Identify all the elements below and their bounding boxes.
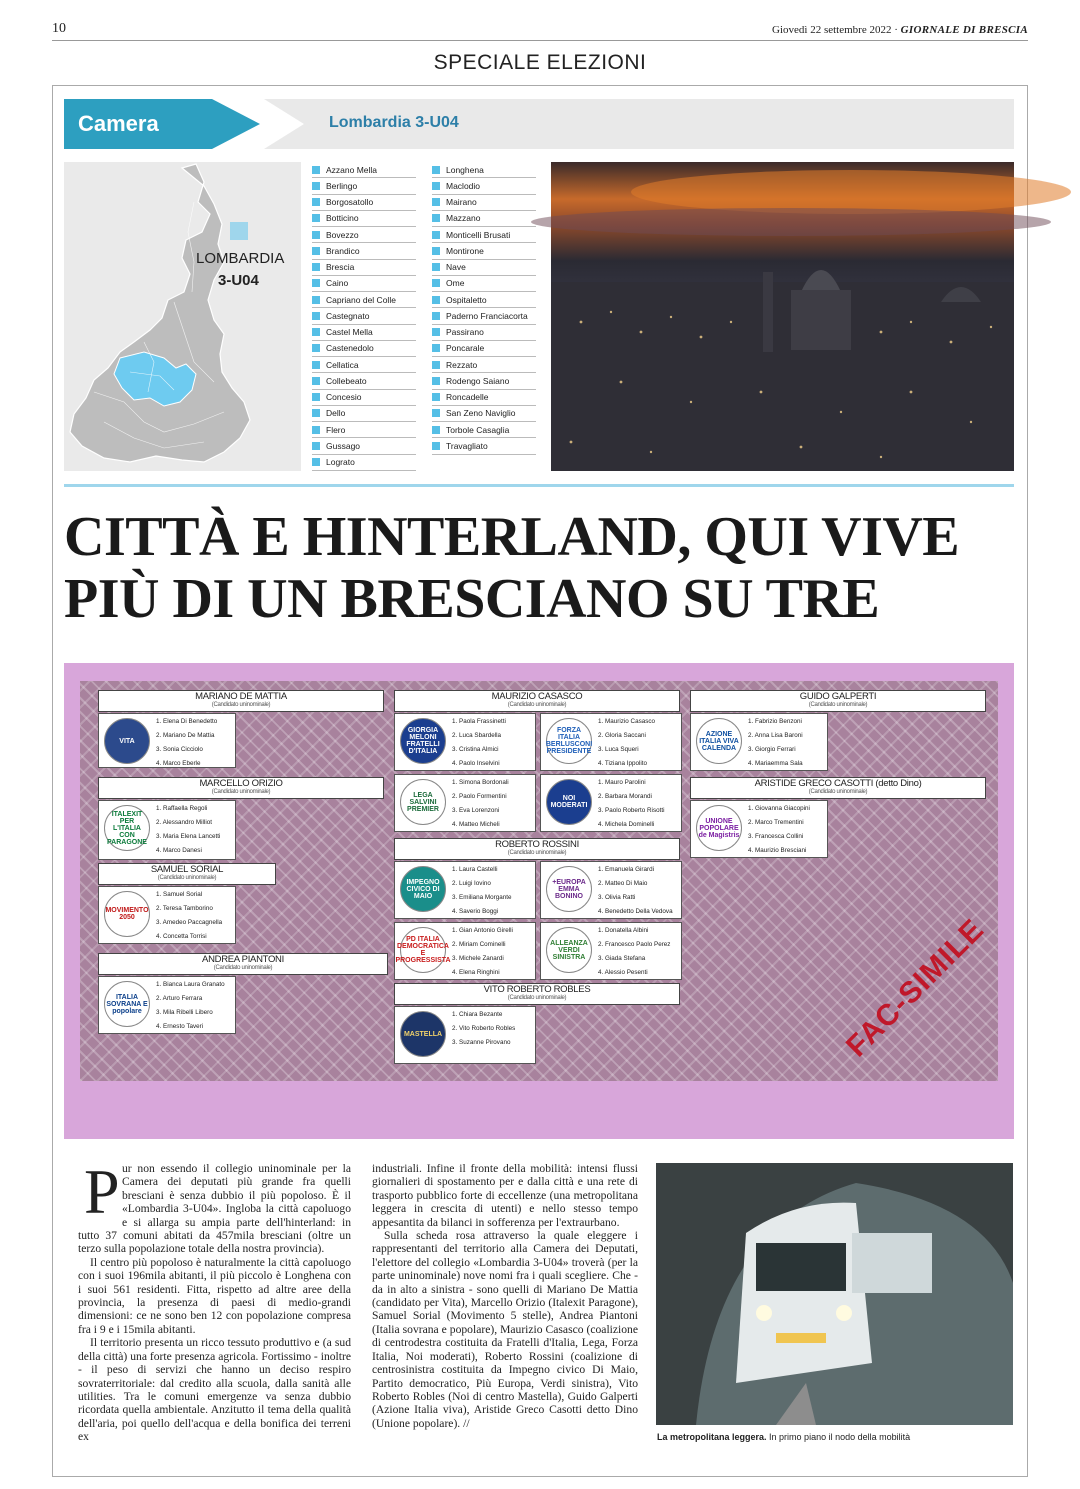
list-candidate: 3. Sonia Cicciolo [156, 746, 203, 753]
district-map [64, 162, 301, 471]
party-logo-icon: ALLEANZA VERDI SINISTRA [546, 927, 592, 973]
list-candidate: 4. Saverio Boggi [452, 908, 499, 915]
municipality-item [312, 325, 416, 341]
drop-cap-spacer [78, 1156, 122, 1227]
municipality-item [432, 422, 536, 438]
list-candidate: 1. Fabrizio Benzoni [748, 718, 802, 725]
municipality-name: Botticino [326, 213, 359, 224]
candidate-subtitle: (Candidato uninominale) [808, 702, 868, 708]
municipality-marker [312, 214, 320, 222]
municipality-name: Mairano [446, 197, 477, 208]
municipality-item [312, 260, 416, 276]
list-candidate: 2. Luigi Iovino [452, 880, 491, 887]
district-banner [64, 99, 1014, 149]
municipality-marker [312, 312, 320, 320]
article-paragraph: Sulla scheda rosa attraverso la quale eleggere i rappresentanti del territorio alla Camera dei Deputati, l'elettore del collegio «Lombardia 3-U04» troverà (per la parte uninominale) nove nomi fra i quali scegliere. Che - da in alto a sinistra - sono quelli di Mariano De Mattia (candidato per Vita), Marcello Orizio (Italexit Paragone), Samuel Sorial (Movimento 5 stelle), Andrea Piantoni (Italia sovrana e popolare), Maurizio Casasco (coalizione di centrodestra costituita da Fratelli d'Italia, Lega, Forza Italia, Noi moderati), Roberto Rossini (coalizione di centrosinistra costituita da Impegno civico Di Maio, Partito democratico, Più Europa, Verdi sinistra), Vito Roberto Robles (Noi di centro Mastella), Guido Galperti (Azione Italia viva), Aristide Greco Casotti detto Dino (Unione popolare). // [372, 1229, 638, 1430]
list-candidate: 2. Paolo Formentini [452, 793, 507, 800]
municipality-name: Collebeato [326, 375, 367, 386]
list-candidate: 3. Emiliana Morgante [452, 894, 512, 901]
candidate-subtitle: (Candidato uninominale) [507, 702, 567, 708]
chamber-label: Camera [64, 99, 212, 149]
headline-line-2: PIÙ DI UN BRESCIANO SU TRE [64, 568, 880, 630]
candidate-subtitle: (Candidato uninominale) [211, 789, 271, 795]
candidate-name-text: ARISTIDE GRECO CASOTTI (detto Dino) [754, 778, 922, 789]
party-logo-icon: AZIONE ITALIA VIVA CALENDA [696, 718, 742, 764]
candidate-name [394, 983, 680, 1005]
municipality-name: Berlingo [326, 180, 358, 191]
municipality-marker [432, 182, 440, 190]
municipality-marker [312, 296, 320, 304]
list-candidate: 2. Miriam Cominelli [452, 941, 506, 948]
list-candidates [598, 863, 673, 919]
municipality-item [432, 357, 536, 373]
drop-cap: P [84, 1156, 120, 1227]
list-candidate: 3. Maria Elena Lancetti [156, 833, 221, 840]
municipality-marker [312, 182, 320, 190]
newspaper-name: GIORNALE DI BRESCIA [900, 24, 1028, 36]
municipality-item [432, 227, 536, 243]
article-column-2 [372, 1162, 638, 1430]
article-paragraph: Il centro più popoloso è naturalmente la città capoluogo con i suoi 196mila abitanti, il più piccolo è Longhena con i suoi 561 residenti. Fitta, rispetto ad altre aree della provincia, la presenza di paesi di medio-grandi dimensioni: ce ne sono ben 12 con popolazione compresa fra i 9 e i 15mila abitanti. [78, 1255, 351, 1336]
list-candidate: 4. Concetta Torrisi [156, 933, 207, 940]
headline-line-1: CITTÀ E HINTERLAND, QUI VIVE [64, 506, 960, 568]
municipality-item [432, 211, 536, 227]
list-candidate: 2. Anna Lisa Baroni [748, 732, 803, 739]
municipality-name: Bovezzo [326, 229, 359, 240]
candidate-name [394, 838, 680, 860]
municipality-name: Montirone [446, 245, 484, 256]
candidate-subtitle: (Candidato uninominale) [808, 789, 868, 795]
municipality-name: Ome [446, 278, 465, 289]
list-candidates [156, 888, 222, 944]
municipality-item [432, 195, 536, 211]
list-candidate: 4. Elena Ringhini [452, 969, 500, 976]
municipality-item [432, 438, 536, 454]
map-region-label: LOMBARDIA [196, 250, 285, 267]
municipality-marker [312, 198, 320, 206]
article-paragraph: industriali. Infine il fronte della mobilità: intensi flussi giornalieri di spostamento per e dalla città e una rete di trasporto pubblico forte di eccellenze (una metropolitana leggera in crescita di utenti) e nello stesso tempo appesantita da bilanci in sofferenza per l'extraurbano. [372, 1162, 638, 1229]
municipality-item [432, 260, 536, 276]
district-label: Lombardia 3-U04 [329, 114, 459, 131]
party-logo-icon: +EUROPA EMMA BONINO [546, 866, 592, 912]
municipality-item [312, 455, 416, 471]
province-map-svg [64, 162, 301, 471]
party-logo-icon: MOVIMENTO 2050 [104, 891, 150, 937]
list-candidates [156, 802, 220, 858]
municipality-marker [312, 393, 320, 401]
municipality-item [312, 438, 416, 454]
list-candidate: 4. Mariaemma Sala [748, 760, 803, 767]
municipality-marker [432, 312, 440, 320]
municipality-marker [312, 442, 320, 450]
party-logo-icon: GIORGIA MELONI FRATELLI D'ITALIA [400, 718, 446, 764]
list-candidates [156, 978, 225, 1034]
list-candidates [598, 924, 670, 980]
list-candidates [452, 715, 506, 771]
list-candidate: 1. Bianca Laura Granato [156, 981, 225, 988]
list-candidate: 1. Simona Bordonali [452, 779, 509, 786]
article-column-1 [78, 1156, 351, 1444]
municipality-marker [432, 426, 440, 434]
municipality-item [312, 422, 416, 438]
municipality-name: Castegnato [326, 310, 370, 321]
list-candidate: 1. Raffaella Regoli [156, 805, 208, 812]
candidate-subtitle: (Candidato uninominale) [213, 965, 273, 971]
headline [64, 506, 1014, 630]
list-candidates [452, 924, 513, 980]
province-shape [70, 164, 250, 462]
list-candidate: 2. Teresa Tamborino [156, 905, 213, 912]
municipality-name: Gussago [326, 440, 361, 451]
list-candidate: 3. Cristina Almici [452, 746, 499, 753]
party-logo-icon: ITALEXIT PER L'ITALIA CON PARAGONE [104, 805, 150, 851]
list-candidate: 4. Michela Dominelli [598, 821, 655, 828]
municipality-item [312, 211, 416, 227]
date-separator: · [894, 24, 898, 36]
municipality-name: Roncadelle [446, 392, 489, 403]
municipality-item [432, 243, 536, 259]
municipality-name: Brescia [326, 262, 355, 273]
facsimile-stamp: FAC-SIMILE [840, 912, 991, 1064]
list-candidate: 2. Barbara Morandi [598, 793, 652, 800]
party-logo-icon: LEGA SALVINI PREMIER [400, 779, 446, 825]
municipality-marker [432, 328, 440, 336]
caption-text: In primo piano il nodo della mobilità [769, 1432, 911, 1442]
municipality-name: Concesio [326, 392, 362, 403]
municipality-marker [312, 166, 320, 174]
list-candidate: 1. Elena Di Benedetto [156, 718, 218, 725]
municipality-item [312, 178, 416, 194]
candidate-name-text: MAURIZIO CASASCO [491, 691, 583, 702]
municipality-item [312, 162, 416, 178]
municipality-name: Castel Mella [326, 327, 373, 338]
municipality-name: San Zeno Naviglio [446, 408, 516, 419]
list-candidate: 2. Luca Sbardella [452, 732, 502, 739]
section-title: SPECIALE ELEZIONI [433, 51, 647, 74]
candidate-name-text: SAMUEL SORIAL [150, 864, 224, 875]
municipality-marker [432, 198, 440, 206]
list-candidate: 4. Benedetto Della Vedova [598, 908, 673, 915]
municipality-name: Cellatica [326, 359, 359, 370]
list-candidate: 1. Mauro Parolini [598, 779, 646, 786]
municipality-marker [312, 263, 320, 271]
municipality-name: Monticelli Brusati [446, 229, 511, 240]
page-date [772, 24, 1028, 36]
municipality-marker [432, 247, 440, 255]
municipality-name: Longhena [446, 164, 484, 175]
list-candidate: 4. Matteo Micheli [452, 821, 500, 828]
municipality-name: Ospitaletto [446, 294, 487, 305]
municipality-name: Poncarale [446, 343, 485, 354]
municipality-marker [432, 279, 440, 287]
municipality-marker [432, 361, 440, 369]
caption-bold: La metropolitana leggera. [657, 1432, 767, 1442]
municipality-name: Travagliato [446, 440, 488, 451]
accent-rule [64, 484, 1014, 487]
list-candidate: 1. Samuel Sorial [156, 891, 203, 898]
header-rule [52, 40, 1028, 41]
party-logo-icon: UNIONE POPOLARE de Magistris [696, 805, 742, 851]
municipality-marker [312, 426, 320, 434]
municipality-name: Rodengo Saiano [446, 375, 510, 386]
list-candidate: 1. Paola Frassinetti [452, 718, 506, 725]
list-candidate: 1. Giovanna Giacopini [748, 805, 810, 812]
municipality-item [312, 373, 416, 389]
candidate-name-text: VITO ROBERTO ROBLES [483, 984, 591, 995]
municipality-name: Mazzano [446, 213, 481, 224]
candidate-subtitle: (Candidato uninominale) [157, 875, 217, 881]
list-candidate: 3. Giada Stefana [598, 955, 646, 962]
municipality-item [432, 406, 536, 422]
municipality-item [432, 178, 536, 194]
municipality-name: Rezzato [446, 359, 478, 370]
municipality-marker [312, 231, 320, 239]
municipality-marker [312, 279, 320, 287]
municipality-item [312, 243, 416, 259]
municipality-name: Azzano Mella [326, 164, 378, 175]
municipality-name: Capriano del Colle [326, 294, 396, 305]
municipality-marker [432, 231, 440, 239]
municipality-item [432, 308, 536, 324]
city-night-illustration [551, 162, 1014, 471]
candidate-subtitle: (Candidato uninominale) [507, 995, 567, 1001]
list-candidate: 4. Marco Danesi [156, 847, 202, 854]
list-candidate: 3. Paolo Roberto Risotti [598, 807, 665, 814]
municipality-item [312, 195, 416, 211]
party-logo-icon: NOI MODERATI [546, 779, 592, 825]
municipality-name: Maclodio [446, 180, 481, 191]
list-candidate: 3. Suzanne Pirovano [452, 1039, 511, 1046]
list-candidates [748, 715, 803, 771]
party-logo-icon: VITA [104, 718, 150, 764]
municipality-item [312, 390, 416, 406]
legend-swatch [230, 222, 248, 240]
list-candidate: 1. Chiara Bezante [452, 1011, 503, 1018]
candidate-name [394, 690, 680, 712]
municipality-name: Castenedolo [326, 343, 374, 354]
municipality-marker [432, 442, 440, 450]
municipality-item [312, 276, 416, 292]
party-logo-icon: ITALIA SOVRANA E popolare [104, 981, 150, 1027]
municipality-item [312, 406, 416, 422]
municipality-marker [312, 247, 320, 255]
map-code-label: 3-U04 [218, 272, 259, 289]
party-logo-icon: IMPEGNO CIVICO DI MAIO [400, 866, 446, 912]
municipality-item [432, 390, 536, 406]
list-candidates [598, 776, 665, 832]
municipality-marker [432, 409, 440, 417]
list-candidate: 1. Emanuela Girardi [598, 866, 654, 873]
candidate-name-text: ROBERTO ROSSINI [495, 839, 579, 850]
municipality-item [432, 341, 536, 357]
municipality-item [312, 341, 416, 357]
municipality-item [312, 357, 416, 373]
candidate-subtitle: (Candidato uninominale) [507, 850, 567, 856]
party-logo-icon: PD ITALIA DEMOCRATICA E PROGRESSISTA [400, 927, 446, 973]
municipality-item [312, 308, 416, 324]
municipality-name: Nave [446, 262, 466, 273]
list-candidate: 3. Olivia Ratti [598, 894, 636, 901]
candidate-name [690, 690, 986, 712]
municipality-marker [312, 377, 320, 385]
municipality-marker [432, 296, 440, 304]
metro-train-illustration [656, 1163, 1013, 1425]
list-candidate: 3. Luca Squeri [598, 746, 639, 753]
list-candidate: 2. Arturo Ferrara [156, 995, 203, 1002]
municipality-item [432, 325, 536, 341]
list-candidate: 2. Mariano De Mattia [156, 732, 215, 739]
municipality-name: Brandico [326, 245, 360, 256]
municipality-list-2 [432, 162, 536, 455]
municipality-marker [432, 344, 440, 352]
municipality-marker [432, 214, 440, 222]
list-candidate: 4. Ernesto Taveri [156, 1023, 204, 1030]
municipality-list-1 [312, 162, 416, 471]
list-candidate: 2. Marco Trementini [748, 819, 804, 826]
list-candidates [452, 776, 509, 832]
municipality-marker [432, 377, 440, 385]
list-candidate: 2. Alessandro Milliot [156, 819, 212, 826]
party-logo-icon: MASTELLA [400, 1011, 446, 1057]
candidate-name [690, 777, 986, 799]
candidate-name-text: MARIANO DE MATTIA [195, 691, 287, 702]
candidate-name [98, 690, 384, 712]
candidate-name-text: ANDREA PIANTONI [202, 954, 284, 965]
municipality-marker [432, 393, 440, 401]
municipality-item [312, 292, 416, 308]
date-text: Giovedì 22 settembre 2022 [772, 24, 892, 36]
municipality-name: Caino [326, 278, 349, 289]
article-paragraph: Il territorio presenta un ricco tessuto produttivo e (a sud della città) una forte presenza agricola. Fortissimo - inoltre - il peso di servizi che hanno un deciso respiro sovraterritoriale: dal credito alla scuola, dalla sanità alle utilities. Tra le comuni emergenze va senza dubbio ricordata quella ambientale. Anzitutto il tema della qualità dell'aria, poi quello dell'acqua e della bonifica dei terreni ex [78, 1336, 351, 1444]
chamber-arrow-shape [212, 99, 260, 149]
metro-photo [656, 1163, 1013, 1425]
municipality-marker [312, 328, 320, 336]
municipality-name: Paderno Franciacorta [446, 310, 528, 321]
municipality-item [312, 227, 416, 243]
list-candidate: 2. Gloria Saccani [598, 732, 646, 739]
municipality-item [432, 373, 536, 389]
list-candidate: 3. Amedeo Paccagnella [156, 919, 223, 926]
list-candidate: 3. Giorgio Ferrari [748, 746, 796, 753]
list-candidates [748, 802, 810, 858]
municipality-name: Passirano [446, 327, 484, 338]
municipality-marker [312, 344, 320, 352]
list-candidates [452, 1008, 515, 1050]
party-logo-icon: FORZA ITALIA BERLUSCONI PRESIDENTE [546, 718, 592, 764]
candidate-name [98, 863, 276, 885]
list-candidate: 3. Mila Ribelli Libero [156, 1009, 213, 1016]
article-paragraph: ur non essendo il collegio uninominale per la Camera dei deputati più grande fra quelli bresciani è senza dubbio il più popoloso. È il «Lombardia 3-U04». Ingloba la città capoluogo e si allarga su ampia parte dell'hinterland: in tutto 37 comuni abitati da 457mila bresciani (oltre un terzo sulla popolazione totale della nostra provincia). [78, 1162, 351, 1256]
district-notch-shape [264, 99, 304, 149]
municipality-marker [312, 458, 320, 466]
candidate-name-text: MARCELLO ORIZIO [199, 778, 283, 789]
municipality-name: Flero [326, 424, 346, 435]
candidate-name [98, 777, 384, 799]
candidate-name [98, 953, 388, 975]
candidate-name-text: GUIDO GALPERTI [799, 691, 877, 702]
municipality-marker [432, 263, 440, 271]
municipality-item [432, 162, 536, 178]
list-candidate: 1. Donatella Albini [598, 927, 649, 934]
list-candidates [452, 863, 512, 919]
list-candidate: 2. Vito Roberto Robles [452, 1025, 516, 1032]
candidate-subtitle: (Candidato uninominale) [211, 702, 271, 708]
list-candidates [156, 715, 217, 771]
list-candidate: 3. Michele Zanardi [452, 955, 504, 962]
municipality-name: Borgosatollo [326, 197, 374, 208]
list-candidate: 4. Paolo Inselvini [452, 760, 500, 767]
municipality-item [432, 292, 536, 308]
list-candidate: 2. Matteo Di Maio [598, 880, 648, 887]
list-candidates [598, 715, 655, 771]
list-candidate: 4. Marco Eberle [156, 760, 201, 767]
list-candidate: 2. Francesco Paolo Perez [598, 941, 671, 948]
municipality-marker [312, 409, 320, 417]
list-candidate: 4. Alessio Pesenti [598, 969, 648, 976]
list-candidate: 1. Maurizio Casasco [598, 718, 656, 725]
municipality-marker [312, 361, 320, 369]
list-candidate: 3. Francesca Collini [748, 833, 804, 840]
list-candidate: 3. Eva Lorenzoni [452, 807, 500, 814]
municipality-item [432, 276, 536, 292]
list-candidate: 4. Tiziana Ippolito [598, 760, 648, 767]
photo-caption [657, 1432, 910, 1442]
list-candidate: 1. Laura Castelli [452, 866, 498, 873]
municipality-name: Dello [326, 408, 346, 419]
brescia-skyline-photo [551, 162, 1014, 471]
page-number: 10 [52, 21, 66, 36]
municipality-name: Torbole Casaglia [446, 424, 510, 435]
list-candidate: 4. Maurizio Bresciani [748, 847, 807, 854]
municipality-name: Lograto [326, 457, 355, 468]
municipality-marker [432, 166, 440, 174]
list-candidate: 1. Gian Antonio Girelli [452, 927, 513, 934]
